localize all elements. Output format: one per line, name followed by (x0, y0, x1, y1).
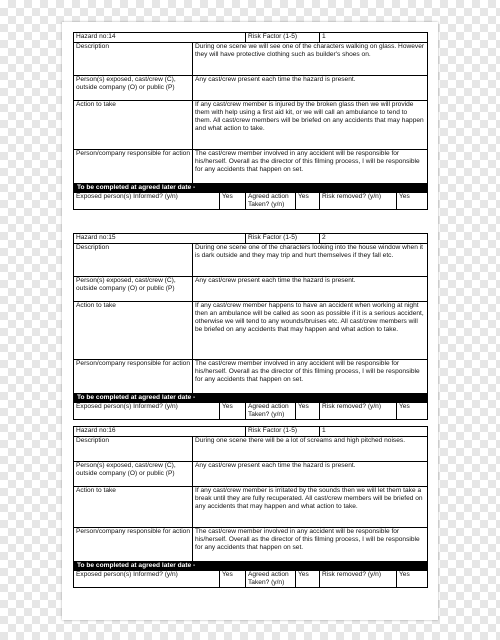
exposed-informed-label: Exposed person(s) Informed? (y/n) (74, 403, 220, 420)
exposed-informed-label: Exposed person(s) Informed? (y/n) (74, 571, 220, 588)
exposed-informed-value: Yes (220, 403, 246, 420)
description-text: During one scene there will be a lot of screams and high pitched noises. (193, 437, 428, 462)
hazard-number: Hazard no:14 (74, 33, 246, 43)
risk-removed-label: Risk removed? (y/n) (320, 193, 397, 210)
later-date-band: To be completed at agreed later date - (74, 394, 428, 403)
action-label: Action to take (74, 487, 193, 528)
risk-removed-value: Yes (397, 571, 428, 588)
description-text: During one scene one of the characters looking into the house window when it is dark outside and they may trip and hurt themselves if they fall etc. (193, 244, 428, 277)
persons-exposed-label: Person(s) exposed, cast/crew (C), outside company (O) or public (P) (74, 76, 193, 101)
persons-exposed-text: Any cast/crew present each time the hazard is present. (193, 277, 428, 302)
hazard-number: Hazard no:16 (74, 427, 246, 437)
action-text: If any cast/crew member happens to have an accident when working at night then an ambulance will be called as soon as possible if it is a serious accident, otherwise we will tend to any wounds/bruises etc. All cast/crew members will be briefed on any accidents that may happen and what action to take. (193, 302, 428, 360)
risk-factor-label: Risk Factor (1-5) (246, 427, 320, 437)
risk-removed-value: Yes (397, 403, 428, 420)
risk-removed-label: Risk removed? (y/n) (320, 403, 397, 420)
hazard-table-16 (73, 426, 427, 588)
risk-factor-value: 1 (320, 33, 428, 43)
agreed-action-label: Agreed action Taken? (y/n) (246, 571, 296, 588)
agreed-action-label: Agreed action Taken? (y/n) (246, 403, 296, 420)
persons-exposed-label: Person(s) exposed, cast/crew (C), outside company (O) or public (P) (74, 462, 193, 487)
action-label: Action to take (74, 101, 193, 150)
responsible-text: The cast/crew member involved in any accident will be responsible for his/herself. Overall as the director of this filming process, I will be responsible for any accidents that happen on set. (193, 150, 428, 184)
persons-exposed-text: Any cast/crew present each time the hazard is present. (193, 462, 428, 487)
agreed-action-value: Yes (296, 193, 320, 210)
exposed-informed-value: Yes (220, 193, 246, 210)
hazard-table-14 (73, 32, 427, 210)
description-label: Description (74, 244, 193, 277)
agreed-action-label: Agreed action Taken? (y/n) (246, 193, 296, 210)
agreed-action-value: Yes (296, 403, 320, 420)
hazard-number: Hazard no:15 (74, 234, 246, 244)
exposed-informed-label: Exposed person(s) Informed? (y/n) (74, 193, 220, 210)
persons-exposed-text: Any cast/crew present each time the hazard is present. (193, 76, 428, 101)
risk-removed-label: Risk removed? (y/n) (320, 571, 397, 588)
action-text: If any cast/crew member is irritated by the sounds then we will let them take a break until they are fully recuperated. All cast/crew members will be briefed on any accidents that may happen and what action to take. (193, 487, 428, 528)
description-label: Description (74, 437, 193, 462)
responsible-text: The cast/crew member involved in any accident will be responsible for his/herself. Overall as the director of this filming process, I will be responsible for any accidents that happen on set. (193, 360, 428, 394)
later-date-band: To be completed at agreed later date - (74, 184, 428, 193)
document-page (62, 22, 438, 620)
risk-removed-value: Yes (397, 193, 428, 210)
persons-exposed-label: Person(s) exposed, cast/crew (C), outside company (O) or public (P) (74, 277, 193, 302)
later-date-band: To be completed at agreed later date - (74, 562, 428, 571)
description-label: Description (74, 43, 193, 76)
responsible-label: Person/company responsible for action (74, 150, 193, 184)
risk-factor-label: Risk Factor (1-5) (246, 234, 320, 244)
exposed-informed-value: Yes (220, 571, 246, 588)
action-text: If any cast/crew member is injured by the broken glass then we will provide them with help using a first aid kit, or we will call an ambulance to tend to them. All cast/crew members will be briefed on any accidents that may happen and what action to take. (193, 101, 428, 150)
action-label: Action to take (74, 302, 193, 360)
responsible-label: Person/company responsible for action (74, 528, 193, 562)
risk-factor-value: 2 (320, 234, 428, 244)
risk-factor-label: Risk Factor (1-5) (246, 33, 320, 43)
description-text: During one scene we will see one of the characters walking on glass. However they will have protective clothing such as builder's shoes on. (193, 43, 428, 76)
hazard-table-15 (73, 233, 427, 420)
risk-factor-value: 1 (320, 427, 428, 437)
responsible-label: Person/company responsible for action (74, 360, 193, 394)
responsible-text: The cast/crew member involved in any accident will be responsible for his/herself. Overall as the director of this filming process, I will be responsible for any accidents that happen on set. (193, 528, 428, 562)
agreed-action-value: Yes (296, 571, 320, 588)
